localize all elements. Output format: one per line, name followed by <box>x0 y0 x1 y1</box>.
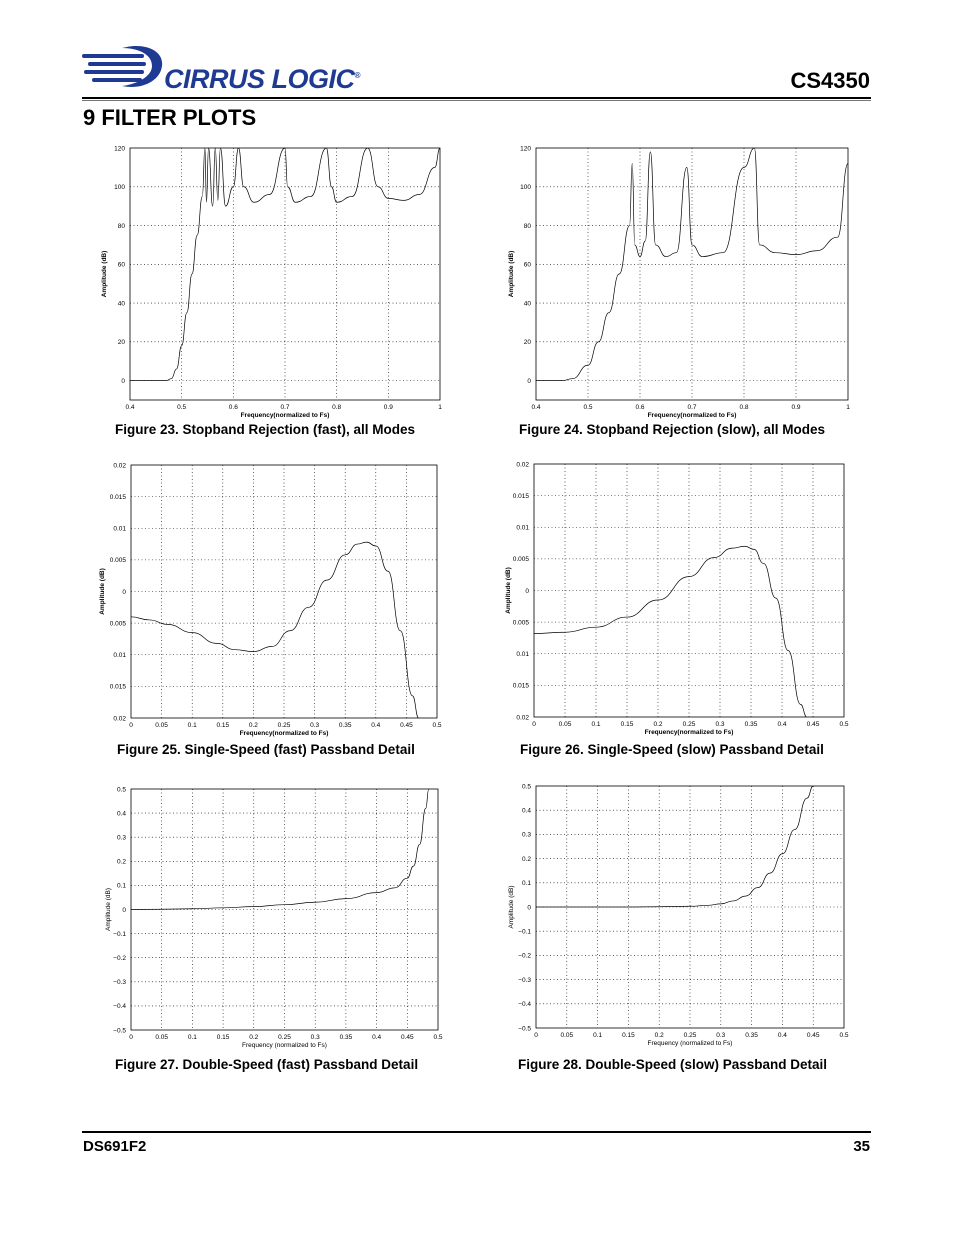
chart-5-xtick: 0.3 <box>716 1032 726 1039</box>
chart-1-xtick: 0.5 <box>583 404 593 411</box>
figure-24-chart <box>503 142 855 422</box>
chart-5-xtick: 0.35 <box>745 1032 758 1039</box>
chart-0-ylabel: Amplitude (dB) <box>101 250 108 298</box>
chart-0-xtick: 0.6 <box>228 404 238 411</box>
chart-3-ytick: 0.02 <box>516 461 529 469</box>
figure-28-chart <box>503 779 851 1049</box>
chart-4-xtick: 0.2 <box>249 1034 259 1041</box>
chart-3-ylabel: Amplitude (dB) <box>505 567 512 614</box>
chart-0-xtick: 0.9 <box>383 404 393 411</box>
chart-3-ytick: 0.01 <box>516 524 529 532</box>
chart-3-xtick: 0 <box>532 721 536 728</box>
chart-1-ytick: 40 <box>523 300 531 308</box>
chart-5-ytick: 0 <box>527 904 531 912</box>
figure-26-caption: Figure 26. Single-Speed (slow) Passband Detail <box>520 742 824 757</box>
chart-5-ytick: −0.1 <box>518 928 531 936</box>
chart-4-xtick: 0.45 <box>400 1034 414 1041</box>
chart-2-xtick: 0.3 <box>310 722 320 729</box>
chart-4-xtick: 0 <box>129 1034 133 1041</box>
chart-3-xtick: 0.25 <box>682 721 696 728</box>
chart-4-ytick: −0.2 <box>113 955 126 962</box>
chart-0-xlabel: Frequency(normalized to Fs) <box>240 412 330 419</box>
figure-25-caption: Figure 25. Single-Speed (fast) Passband Detail <box>117 742 415 757</box>
chart-1-xtick: 0.4 <box>531 404 541 411</box>
chart-4-ytick: 0.2 <box>116 858 126 866</box>
chart-0-ytick: 0 <box>121 377 125 385</box>
chart-2-xtick: 0.5 <box>432 722 442 729</box>
chart-0-xtick: 0.5 <box>177 404 187 411</box>
chart-5-series-line <box>536 786 813 907</box>
chart-1-ylabel: Amplitude (dB) <box>508 250 515 298</box>
logo-wordmark: CIRRUS LOGIC® <box>164 64 360 94</box>
chart-4-ytick: 0.4 <box>116 810 126 818</box>
chart-5-xtick: 0.1 <box>593 1032 603 1039</box>
chart-3-xtick: 0.45 <box>806 721 820 728</box>
chart-5-ytick: 0.4 <box>521 807 531 815</box>
chart-3-xtick: 0.5 <box>839 721 849 728</box>
chart-2-svg <box>94 458 444 740</box>
chart-5-xlabel: Frequency (normalized to Fs) <box>647 1040 733 1047</box>
chart-3-ytick: 0.015 <box>512 492 529 500</box>
chart-4-xtick: 0.5 <box>433 1034 443 1041</box>
chart-0-ytick: 120 <box>114 145 125 153</box>
chart-0-ytick: 60 <box>117 261 125 269</box>
chart-2-xtick: 0.1 <box>187 722 197 729</box>
chart-1-xtick: 0.8 <box>739 404 749 411</box>
chart-5-ylabel: Amplitude (dB) <box>508 885 515 929</box>
document-id: CS4350 <box>790 68 870 93</box>
chart-4-ytick: 0.1 <box>116 882 126 890</box>
chart-4-xtick: 0.35 <box>339 1034 353 1041</box>
chart-2-xtick: 0.25 <box>277 722 291 729</box>
doc-number: DS691F2 <box>83 1138 147 1155</box>
figure-23-chart <box>96 142 446 422</box>
section-title: 9 FILTER PLOTS <box>83 105 257 130</box>
chart-0-xtick: 0.7 <box>280 404 290 411</box>
chart-4-series-line <box>131 789 429 910</box>
chart-5-ytick: 0.1 <box>521 880 531 888</box>
chart-0-ytick: 80 <box>117 222 125 230</box>
chart-4-xtick: 0.25 <box>278 1034 291 1041</box>
chart-5-xtick: 0.45 <box>806 1032 820 1039</box>
chart-0-ytick: 20 <box>117 339 125 347</box>
chart-4-xlabel: Frequency (normalized to Fs) <box>242 1042 327 1049</box>
chart-3-ytick: 0 <box>525 587 529 595</box>
chart-4-xtick: 0.15 <box>216 1034 230 1041</box>
chart-1-xtick: 0.6 <box>635 404 645 411</box>
figure-28-caption: Figure 28. Double-Speed (slow) Passband Detail <box>518 1057 828 1072</box>
chart-5-ytick: 0.3 <box>521 831 531 839</box>
chart-5-ytick: 0.5 <box>521 783 531 791</box>
figure-26-chart <box>500 457 852 739</box>
chart-2-ytick: 0.015 <box>109 493 126 501</box>
chart-2-ytick: 0 <box>122 588 126 596</box>
chart-3-series-line <box>534 546 807 717</box>
figure-25-chart <box>94 458 444 740</box>
chart-3-xtick: 0.05 <box>558 721 572 728</box>
chart-3-svg <box>500 457 852 739</box>
page-number: 35 <box>853 1138 870 1155</box>
chart-2-xtick: 0.45 <box>400 722 413 729</box>
chart-5-ytick: 0.2 <box>521 855 531 863</box>
chart-1-xtick: 1 <box>846 404 850 411</box>
chart-5-ytick: −0.3 <box>518 976 531 984</box>
chart-1-xlabel: Frequency(normalized to Fs) <box>647 412 737 419</box>
chart-0-xtick: 0.4 <box>125 404 135 411</box>
chart-4-svg <box>100 782 446 1052</box>
chart-2-ytick: 0.005 <box>109 557 126 565</box>
chart-1-svg <box>503 142 855 422</box>
chart-4-ytick: 0.3 <box>116 834 126 842</box>
chart-3-ytick: 0.005 <box>512 619 529 627</box>
chart-1-ytick: 100 <box>520 184 531 192</box>
chart-5-xtick: 0.15 <box>622 1032 635 1039</box>
chart-5-ytick: −0.2 <box>518 952 531 960</box>
chart-2-xtick: 0.4 <box>371 722 381 729</box>
figure-23-caption: Figure 23. Stopband Rejection (fast), all Modes <box>115 422 416 437</box>
figure-27-chart <box>100 782 446 1052</box>
chart-2-ytick: 0.01 <box>113 652 126 660</box>
chart-2-xtick: 0 <box>129 722 133 729</box>
chart-4-ytick: 0.5 <box>116 786 126 794</box>
chart-3-ytick: 0.015 <box>512 682 529 690</box>
chart-4-ytick: −0.1 <box>113 930 126 938</box>
chart-3-ytick: 0.005 <box>512 556 529 564</box>
figure-24-caption: Figure 24. Stopband Rejection (slow), all Modes <box>519 422 826 437</box>
chart-4-ytick: 0 <box>122 906 126 914</box>
chart-2-series-line <box>131 542 419 718</box>
header-rule-thin <box>82 100 871 101</box>
chart-3-xtick: 0.3 <box>715 721 725 728</box>
chart-1-xtick: 0.7 <box>687 404 697 411</box>
chart-4-xtick: 0.3 <box>310 1034 320 1041</box>
chart-5-xtick: 0.4 <box>777 1032 787 1039</box>
chart-1-ytick: 20 <box>523 339 531 347</box>
chart-1-ytick: 60 <box>523 261 531 269</box>
chart-4-xtick: 0.4 <box>372 1034 382 1041</box>
chart-5-xtick: 0.25 <box>683 1032 697 1039</box>
chart-3-ytick: 0.02 <box>516 714 529 722</box>
chart-3-xtick: 0.2 <box>653 721 663 728</box>
chart-2-xtick: 0.15 <box>216 722 230 729</box>
chart-0-svg <box>96 142 446 422</box>
chart-1-ytick: 0 <box>527 377 531 385</box>
chart-4-ytick: −0.5 <box>113 1027 126 1035</box>
chart-5-ytick: −0.4 <box>518 1001 531 1009</box>
chart-5-ytick: −0.5 <box>518 1025 531 1033</box>
chart-4-ylabel: Amplitude (dB) <box>105 888 112 931</box>
chart-5-xtick: 0.5 <box>839 1032 849 1039</box>
chart-3-xlabel: Frequency(normalized to Fs) <box>644 729 734 736</box>
chart-5-xtick: 0.05 <box>560 1032 574 1039</box>
chart-1-xtick: 0.9 <box>791 404 801 411</box>
chart-3-xtick: 0.15 <box>620 721 634 728</box>
chart-2-ytick: 0.02 <box>113 462 126 470</box>
chart-2-ytick: 0.01 <box>113 525 126 533</box>
chart-3-xtick: 0.1 <box>591 721 601 728</box>
chart-3-xtick: 0.35 <box>744 721 758 728</box>
chart-2-ylabel: Amplitude (dB) <box>99 568 106 615</box>
footer-rule <box>82 1131 871 1133</box>
chart-3-xtick: 0.4 <box>777 721 787 728</box>
chart-1-ytick: 80 <box>523 222 531 230</box>
chart-2-xtick: 0.2 <box>248 722 258 729</box>
chart-4-ytick: −0.3 <box>113 979 126 987</box>
chart-2-xtick: 0.35 <box>338 722 352 729</box>
chart-4-xtick: 0.05 <box>155 1034 169 1041</box>
chart-4-ytick: −0.4 <box>113 1003 126 1011</box>
header-rule <box>82 97 871 99</box>
chart-5-svg <box>503 779 851 1049</box>
chart-4-xtick: 0.1 <box>187 1034 197 1041</box>
chart-2-ytick: 0.005 <box>109 620 126 628</box>
chart-5-xtick: 0.2 <box>654 1032 664 1039</box>
chart-0-ytick: 40 <box>117 300 125 308</box>
chart-2-ytick: 0.02 <box>113 715 126 723</box>
chart-2-xlabel: Frequency(normalized to Fs) <box>239 730 329 737</box>
chart-5-xtick: 0 <box>534 1032 538 1039</box>
chart-0-ytick: 100 <box>114 184 125 192</box>
chart-0-xtick: 1 <box>438 404 442 411</box>
chart-3-ytick: 0.01 <box>516 651 529 659</box>
figure-27-caption: Figure 27. Double-Speed (fast) Passband Detail <box>115 1057 419 1072</box>
chart-2-xtick: 0.05 <box>155 722 168 729</box>
chart-1-ytick: 120 <box>520 145 531 153</box>
chart-0-xtick: 0.8 <box>332 404 342 411</box>
chart-2-ytick: 0.015 <box>109 683 126 691</box>
